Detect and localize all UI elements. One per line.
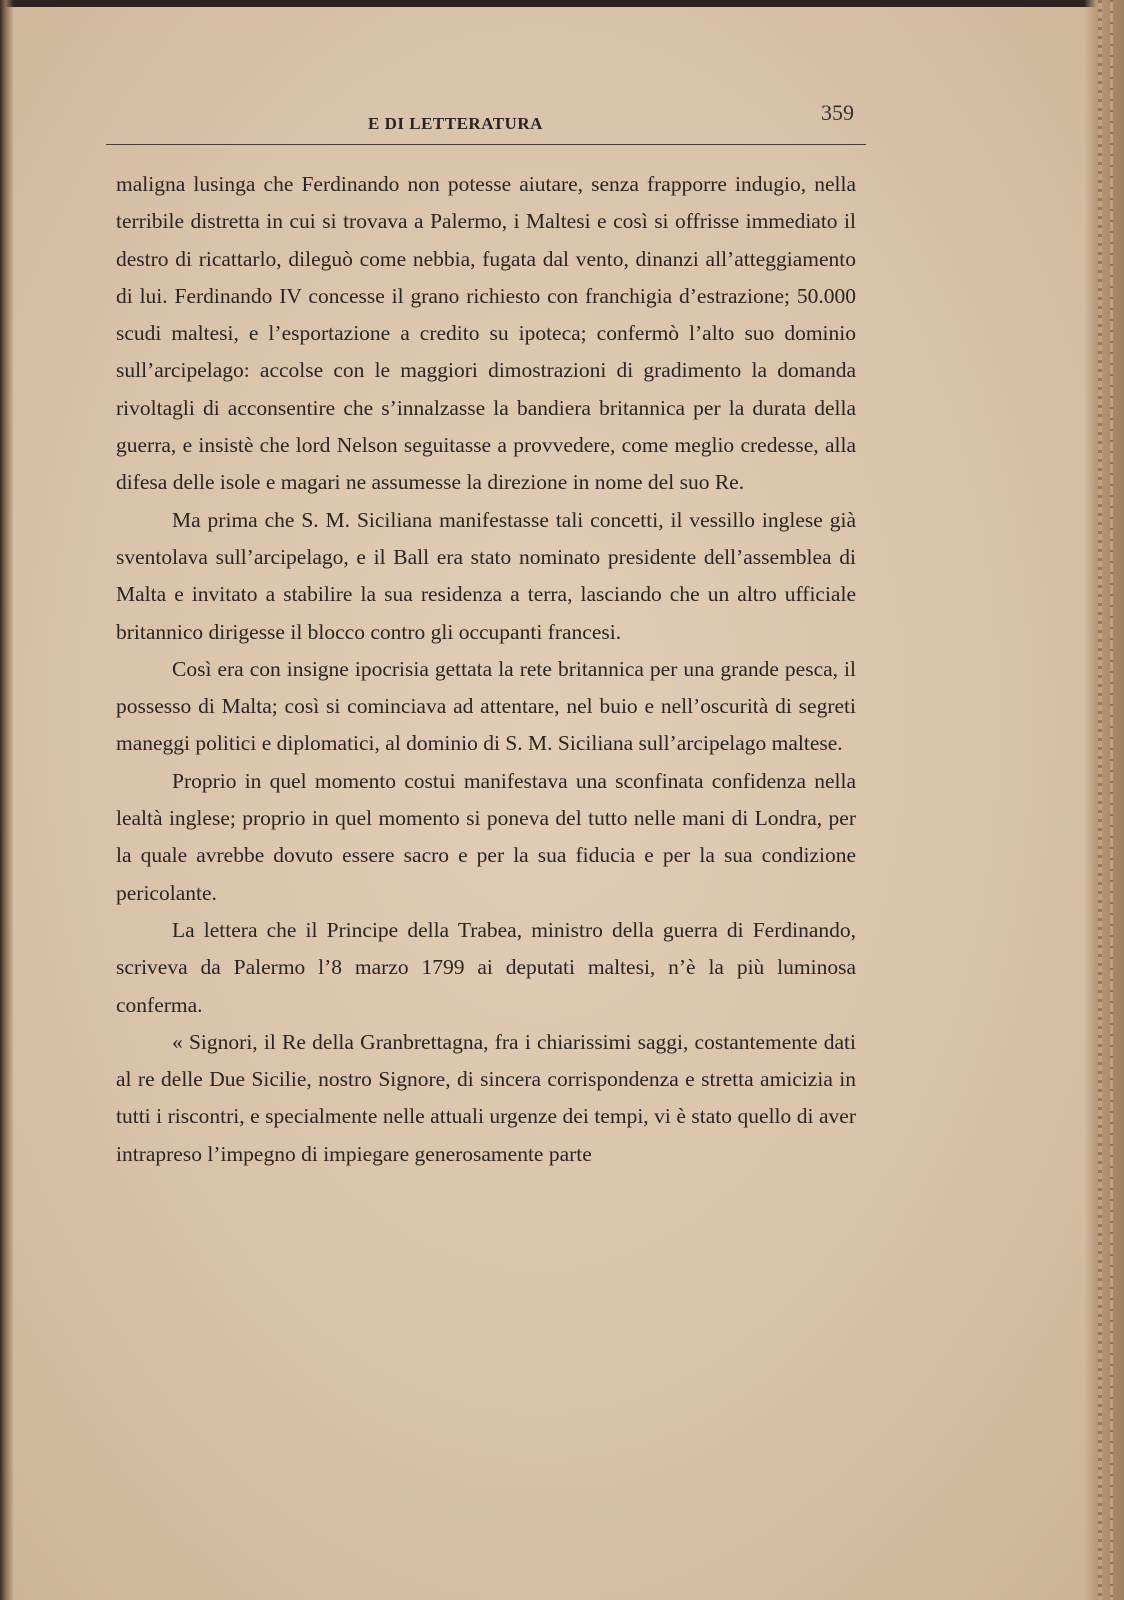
paragraph: La lettera che il Principe della Trabea, ministro della guerra di Ferdinando, scriveva da Palermo l’8 marzo 1799 ai deputati maltesi, n’è la più luminosa conferma. [116, 917, 856, 1017]
paragraph: Ma prima che S. M. Siciliana manifestasse tali concetti, il vessillo inglese già sventolava sull’arcipelago, e il Ball era stato nominato presidente dell’assemblea di Malta e invitato a stabilire la sua residenza a terra, lasciando che un altro ufficiale britannico dirigesse il blocco contro gli occupanti francesi. [116, 507, 856, 644]
paragraph-continuation: maligna lusinga che Ferdinando non potesse aiutare, senza frapporre indugio, nella terribile distretta in cui si trovava a Palermo, i Maltesi e così si offrisse immediato il destro di ricattarlo, dileguò come nebbia, fugata dal vento, dinanzi all’atteggiamento di lui. Ferdinando IV concesse il grano richiesto con franchigia d’estrazione; 50.000 scudi maltesi, e l’esportazione a credito su ipoteca; confermò l’alto suo dominio sull’arcipelago: accolse con le maggiori dimostrazioni di gradimento la domanda rivoltagli di acconsentire che s’innalzasse la bandiera britannica per la durata della guerra, e insistè che lord Nelson seguitasse a provvedere, come meglio credesse, alla difesa delle isole e magari ne assumesse la direzione in nome del suo Re. [116, 172, 856, 495]
paragraph: Proprio in quel momento costui manifestava una sconfinata confidenza nella lealtà inglese; proprio in quel momento si poneva del tutto nelle mani di Londra, per la quale avrebbe dovuto essere sacro e per la sua fiducia e per la sua condizione pericolante. [116, 768, 856, 905]
page-left-edge [0, 0, 14, 1600]
page-number: 359 [821, 100, 854, 125]
page-right-edge [1084, 0, 1124, 1600]
scan-top-border [0, 0, 1124, 7]
running-head: E DI LETTERATURA [368, 114, 543, 133]
page-header [106, 100, 866, 145]
body-text [116, 166, 856, 1173]
paragraph-quotation: « Signori, il Re della Granbrettagna, fra i chiarissimi saggi, costantemente dati al re delle Due Sicilie, nostro Signore, di sincera corrispondenza e stretta amicizia in tutti i riscontri, e specialmente nelle attuali urgenze dei tempi, vi è stato quello di aver intrapreso l’impegno di impiegare generosamente parte [116, 1029, 856, 1166]
paragraph: Così era con insigne ipocrisia gettata la rete britannica per una grande pesca, il possesso di Malta; così si cominciava ad attentare, nel buio e nell’oscurità di segreti maneggi politici e diplomatici, al dominio di S. M. Siciliana sull’arcipelago maltese. [116, 656, 856, 756]
